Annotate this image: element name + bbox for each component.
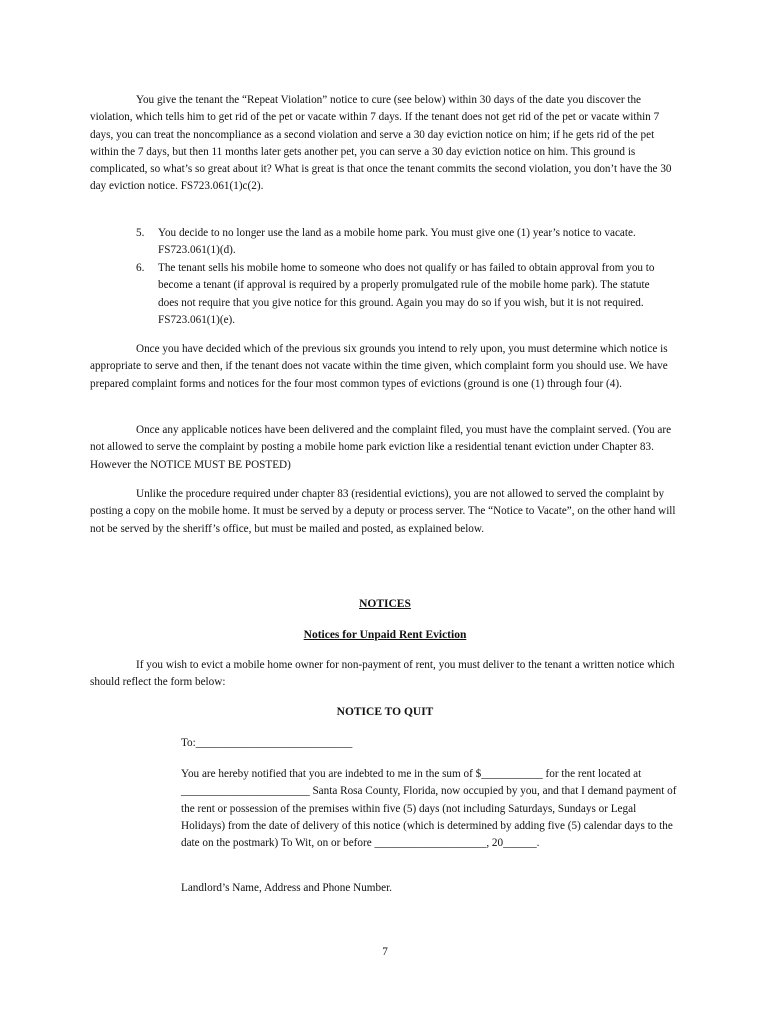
paragraph-chapter-83: Unlike the procedure required under chapter 83 (residential evictions), you are not allowed to served the complaint by posting a copy on the mobile home. It must be served by a deputy or process server. The “Notice to Vacate”, on the other hand will not be served by the sheriff’s office, but must be mailed and posted, as explained below. xyxy=(90,488,676,535)
list-text: You decide to no longer use the land as a mobile home park. You must give one (1) year’s notice to vacate. FS723.061(1)(d). xyxy=(158,227,636,257)
paragraph-complaint-served: Once any applicable notices have been delivered and the complaint filed, you must have the complaint served. (You are not allowed to serve the complaint by posting a mobile home park eviction like a residential tenant eviction under Chapter 83. However the NOTICE MUST BE POSTED) xyxy=(90,424,672,471)
heading-notice-to-quit: NOTICE TO QUIT xyxy=(336,706,434,718)
list-number: 5. xyxy=(136,227,145,239)
form-body: You are hereby notified that you are indebted to me in the sum of $___________ for the rent located at _______________________ Santa Rosa County, Florida, now occupied by you, and that I demand payment of the rent or possession of the premises within five (5) days (not including Saturdays, Sundays or Legal Holidays) from the date of delivery of this notice (which is determined by adding five (5) calendar days to the date on the postmark) To Wit, on or before ____________________, 20______. xyxy=(181,768,677,850)
list-item-5 xyxy=(136,225,666,259)
page-number: 7 xyxy=(382,946,388,958)
paragraph-repeat-violation: You give the tenant the “Repeat Violation” notice to cure (see below) within 30 days of the date you discover the violation, which tells him to get rid of the pet or vacate within 7 days. If the tenant does not get rid of the pet or vacate within 7 days, you can treat the noncompliance as a second violation and serve a 30 day eviction notice on him; if he gets rid of the pet within the 7 days, but then 11 months later gets another pet, you can serve a 30 day eviction notice on him. This ground is complicated, so what’s so great about it? What is great is that once the tenant commits the second violation, you don’t have the 30 day eviction notice. FS723.061(1)c(2). xyxy=(90,94,672,193)
paragraph-non-payment: If you wish to evict a mobile home owner for non-payment of rent, you must deliver to the tenant a written notice which should reflect the form below: xyxy=(90,659,675,689)
list-item-6 xyxy=(136,260,666,330)
list-text: The tenant sells his mobile home to someone who does not qualify or has failed to obtain approval from you to become a tenant (if approval is required by a properly promulgated rule of the mobile home park). The statute does not require that you give notice for this ground. Again you may do so if you wish, but it is not required. FS723.061(1)(e). xyxy=(158,262,655,326)
form-signature-line: Landlord’s Name, Address and Phone Number. xyxy=(181,882,392,894)
heading-notices: NOTICES xyxy=(359,598,411,610)
heading-unpaid-rent: Notices for Unpaid Rent Eviction xyxy=(303,629,467,641)
form-to-line: To:____________________________ xyxy=(181,737,353,749)
list-number: 6. xyxy=(136,262,145,274)
paragraph-grounds: Once you have decided which of the previous six grounds you intend to rely upon, you must determine which notice is appropriate to serve and then, if the tenant does not vacate within the time given, which complaint form you should use. We have prepared complaint forms and notices for the four most common types of evictions (ground is one (1) through four (4). xyxy=(90,343,668,390)
